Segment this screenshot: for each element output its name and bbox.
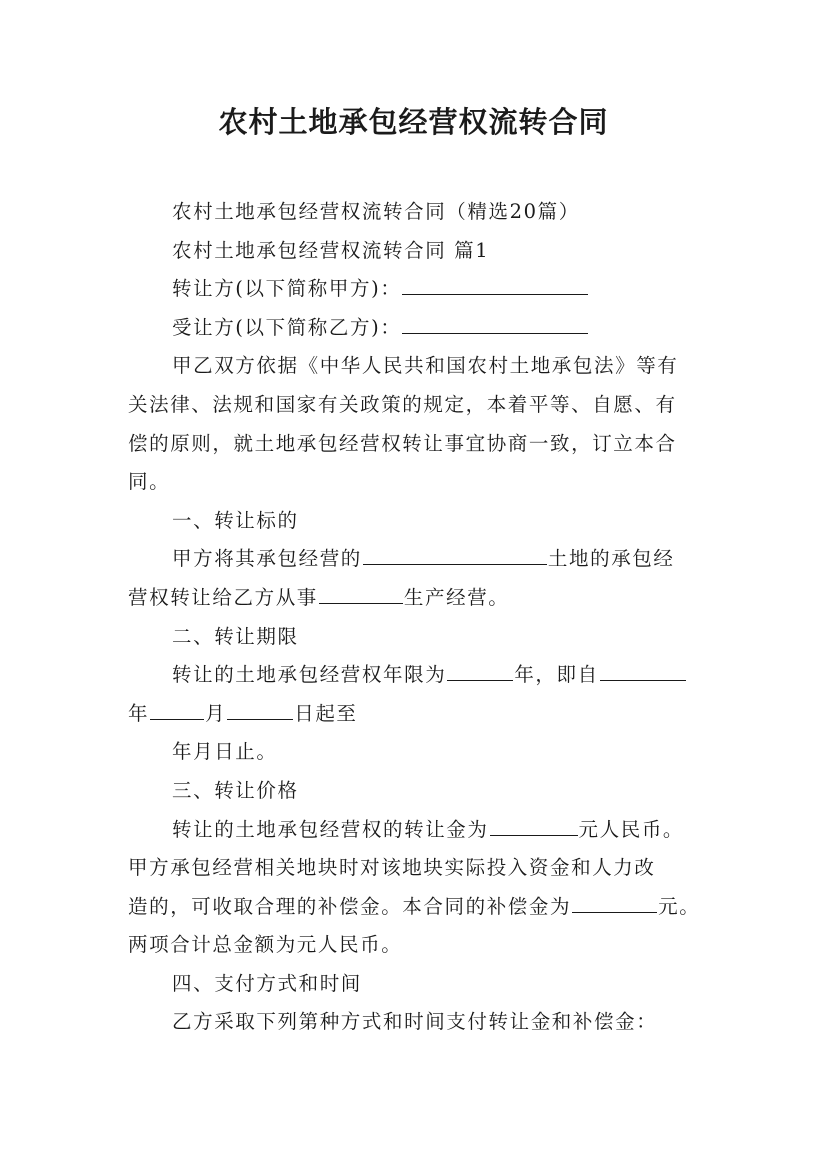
section2-text: 年 [128, 701, 150, 725]
preamble-line: 甲乙双方依据《中华人民共和国农村土地承包法》等有 [172, 354, 679, 378]
section2-line [128, 656, 706, 695]
section1-text: 生产经营。 [403, 585, 510, 609]
section3-text: 元。 [658, 894, 701, 918]
chapter-heading: 农村土地承包经营权流转合同 篇1 [172, 238, 490, 262]
section-heading: 二、转让期限 [172, 624, 299, 648]
preamble-line: 偿的原则，就土地承包经营权转让事宜协商一致，订立本合 [128, 431, 677, 455]
section3-text: 造的，可收取合理的补偿金。本合同的补偿金为 [128, 894, 572, 918]
section2-text: 转让的土地承包经营权年限为 [172, 663, 447, 687]
transfer-fee-blank[interactable] [490, 813, 578, 836]
party-b-line [128, 309, 706, 348]
preamble-line: 关法律、法规和国家有关政策的规定，本着平等、自愿、有 [128, 392, 677, 416]
party-a-label: 转让方(以下简称甲方)： [172, 277, 402, 301]
party-a-line [128, 270, 706, 309]
section3-line: 甲方承包经营相关地块时对该地块实际投入资金和人力改 [128, 856, 656, 880]
section2-line: 年月日止。 [172, 740, 278, 764]
section-heading: 三、转让价格 [172, 778, 299, 802]
term-years-blank[interactable] [447, 658, 513, 681]
section2-text: 月 [205, 701, 227, 725]
party-b-label: 受让方(以下简称乙方)： [172, 315, 402, 339]
section3-text: 元人民币。 [578, 817, 685, 841]
section-heading: 四、支付方式和时间 [172, 971, 362, 995]
section1-text: 营权转让给乙方从事 [128, 585, 318, 609]
section2-line [128, 695, 706, 734]
section1-line [128, 579, 706, 618]
preamble-line: 同。 [128, 470, 171, 494]
section2-text: 日起至 [294, 701, 358, 725]
start-year-blank[interactable] [600, 658, 686, 681]
section1-line [128, 540, 706, 579]
party-a-blank[interactable] [402, 272, 588, 295]
compensation-blank[interactable] [572, 890, 657, 913]
document-subtitle: 农村土地承包经营权流转合同（精选20篇） [172, 200, 580, 223]
party-b-blank[interactable] [402, 311, 588, 334]
section4-line: 乙方采取下列第种方式和时间支付转让金和补偿金： [172, 1010, 658, 1034]
start-month-blank[interactable] [150, 697, 204, 720]
land-location-blank[interactable] [363, 542, 547, 565]
section3-line [128, 811, 706, 850]
production-type-blank[interactable] [319, 581, 403, 604]
section2-text: 年，即自 [514, 663, 599, 687]
section3-text: 转让的土地承包经营权的转让金为 [172, 817, 489, 841]
section-heading: 一、转让标的 [172, 508, 299, 532]
section1-text: 甲方将其承包经营的 [172, 547, 362, 571]
document-body [128, 193, 706, 1042]
start-day-blank[interactable] [227, 697, 293, 720]
section3-line: 两项合计总金额为元人民币。 [128, 933, 403, 957]
section1-text: 土地的承包经 [547, 547, 675, 571]
section3-line [128, 888, 706, 927]
document-title: 农村土地承包经营权流转合同 [218, 105, 609, 139]
